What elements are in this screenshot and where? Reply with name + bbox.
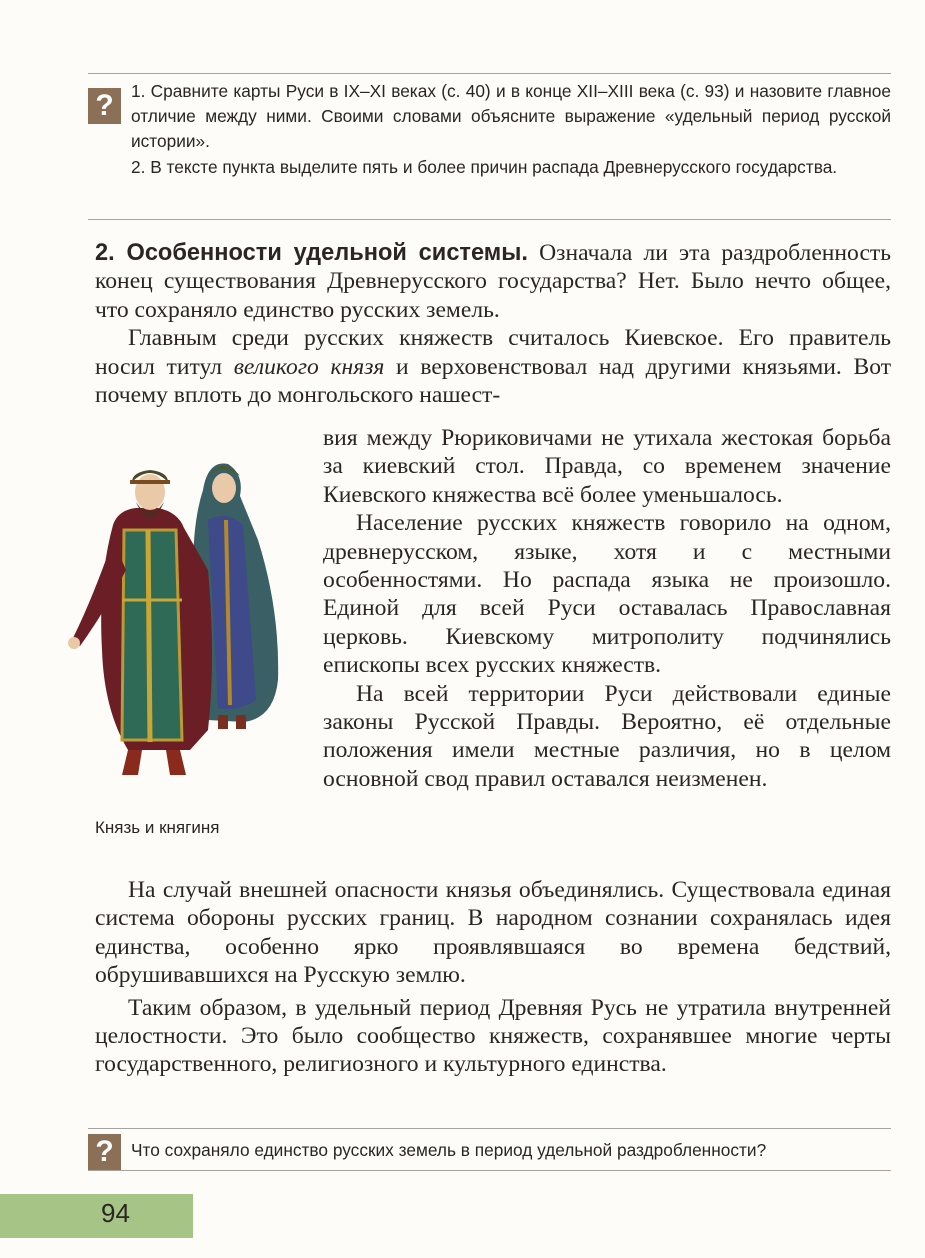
figure-caption: Князь и княгиня [95, 818, 220, 837]
bottom-question-top-rule [88, 1128, 891, 1129]
section-heading: 2. Особенности удельной системы. [95, 240, 528, 266]
prince-and-princess-illustration [58, 450, 308, 795]
paragraph-1: 2. Особенности удельной системы. Означала ли эта раздробленность конец существования Древнерусского государства? Нет. Было нечто общее, что сохраняло единство русских земель. [95, 240, 891, 323]
paragraph-6: Таким образом, в удельный период Древняя Русь не утратила внутренней целостности. Это было сообщество княжеств, сохранявшее многие черты государственного, религиозного и культурного единства. [95, 994, 891, 1078]
question-mark-icon: ? [88, 1134, 121, 1170]
questions-bottom-rule [88, 219, 891, 220]
section-text-bottom [95, 876, 891, 1079]
prince-figure [68, 470, 212, 775]
paragraph-3: Население русских княжеств говорило на одном, древнерусском, языке, хотя и с местными особенностями. Но распада языка не произошло. Единой для всей Руси оставалась Православная церковь. Киевскому митрополиту подчинялись епископы всех русских княжеств. [323, 510, 891, 679]
top-rule [88, 73, 891, 74]
paragraph-2-end: вия между Рюриковичами не утихала жестокая борьба за киевский стол. Правда, со временем значение Киевского княжества всё более уменьшалось. [323, 425, 891, 508]
question-2: 2. В тексте пункта выделите пять и более причин распада Древнерусского государства. [131, 156, 838, 177]
paragraph-2-start: Главным среди русских княжеств считалось Киевское. Его правитель носил титул великого князя и верховенствовал над другими князьями. Вот почему вплоть до монгольского нашест- [95, 325, 891, 409]
question-1: 1. Сравните карты Руси в IX–XI веках (с. 40) и в конце XII–XIII века (с. 93) и назовите главное отличие между ними. Своими словами объясните выражение «удельный период русской истории». [131, 81, 891, 152]
page-number: 94 [101, 1198, 130, 1228]
section-text-top [95, 239, 891, 409]
question-mark-icon: ? [88, 88, 121, 124]
review-questions [131, 79, 891, 180]
bottom-question-rule [88, 1170, 891, 1171]
final-question: Что сохраняло единство русских земель в период удельной раздробленности? [131, 1140, 767, 1160]
section-text-column [323, 424, 891, 793]
paragraph-4: На всей территории Руси действовали единые законы Русской Правды. Вероятно, её отдельные положения имели местные различия, но в целом основной свод правил оставался неизменен. [323, 680, 891, 792]
paragraph-5: На случай внешней опасности князья объединялись. Существовала единая система обороны русских границ. В народном сознании сохранялась идея единства, особенно ярко проявлявшаяся во времена бедствий, обрушивавшихся на Русскую землю. [95, 877, 891, 989]
grand-prince-term: великого князя [233, 353, 385, 380]
page-number-bar [0, 1194, 193, 1238]
